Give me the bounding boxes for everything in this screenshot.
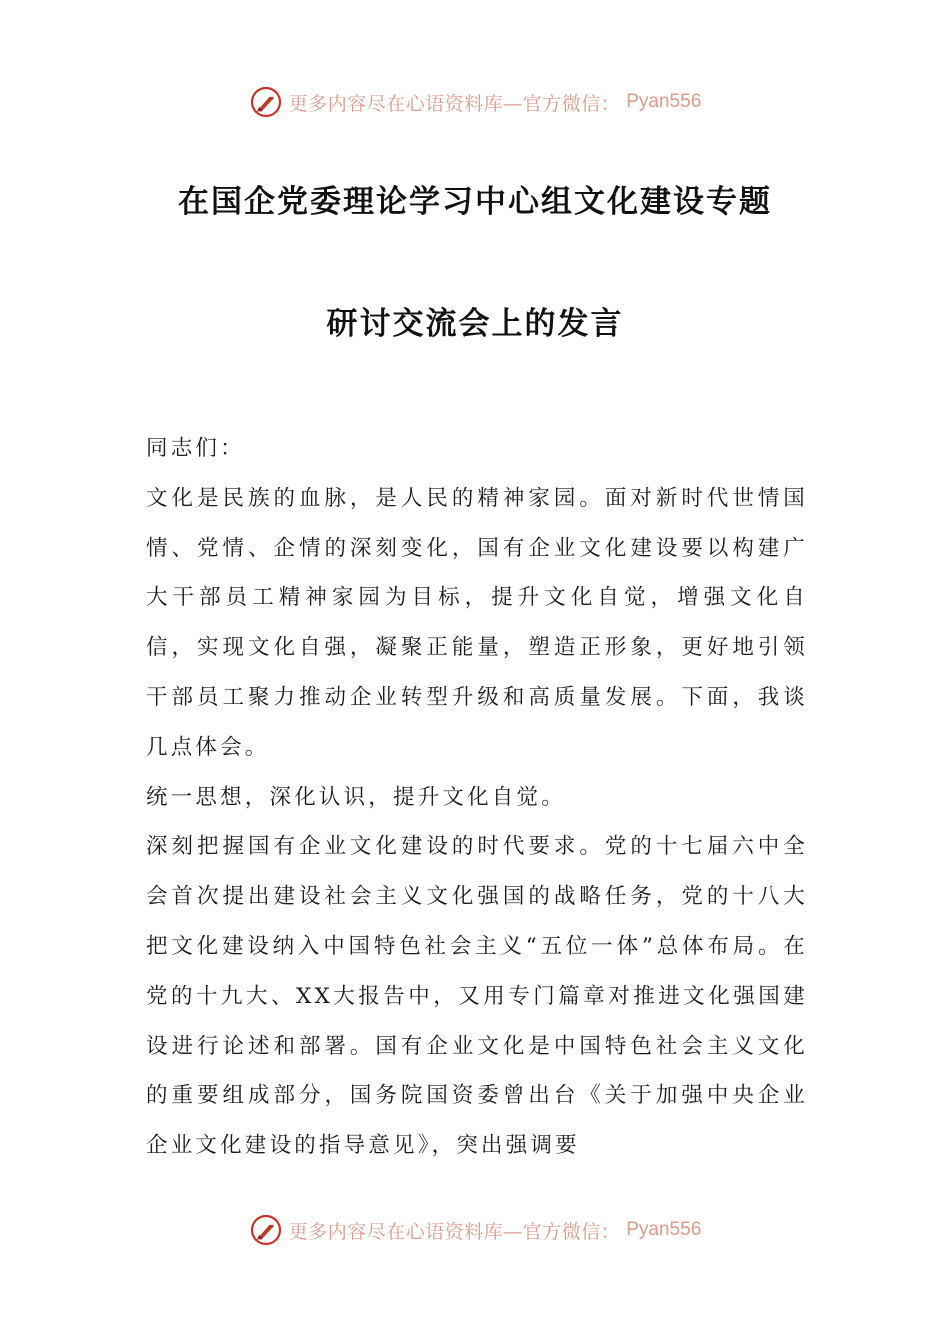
watermark-text: 更多内容尽在心语资料库—官方微信： — [288, 1220, 621, 1243]
body-paragraph: 文化是民族的血脉，是人民的精神家园。面对新时代世情国情、党情、企情的深刻变化，国有企业文化建设要以构建广大干部员工精神家园为目标，提升文化自觉，增强文化自信，实现文化自强，凝聚正能量，塑造正形象，更好地引领干部员工聚力推动企业转型升级和高质量发展。下面，我谈几点体会。 — [146, 485, 808, 760]
body-paragraph: 深刻把握国有企业文化建设的时代要求。党的十七届六中全会首次提出建设社会主义文化强国的战略任务，党的十八大把文化建设纳入中国特色社会主义“五位一体”总体布局。在党的十九大、XX大报告中，又用专门篇章对推进文化强国建设进行论述和部署。国有企业文化是中国特色社会主义文化的重要组成部分，国务院国资委曾出台《关于加强中央企业企业文化建设的指导意见》，突出强调要 — [146, 834, 808, 1159]
watermark-header — [0, 82, 950, 122]
document-title-line-2: 研讨交流会上的发言 — [326, 306, 624, 342]
document-title-line-1: 在国企党委理论学习中心组文化建设专题 — [178, 184, 772, 220]
pen-nib-circle-icon — [249, 85, 283, 119]
pen-nib-circle-icon — [249, 1213, 283, 1247]
salutation-paragraph: 同志们： — [146, 436, 245, 461]
watermark-text: 更多内容尽在心语资料库—官方微信： — [288, 92, 621, 115]
section-heading: 统一思想，深化认识，提升文化自觉。 — [146, 784, 566, 810]
watermark-wechat-id: Pyan556 — [626, 1219, 702, 1240]
document-body — [146, 424, 808, 1171]
watermark-footer — [0, 1210, 950, 1250]
watermark-wechat-id: Pyan556 — [626, 91, 702, 112]
